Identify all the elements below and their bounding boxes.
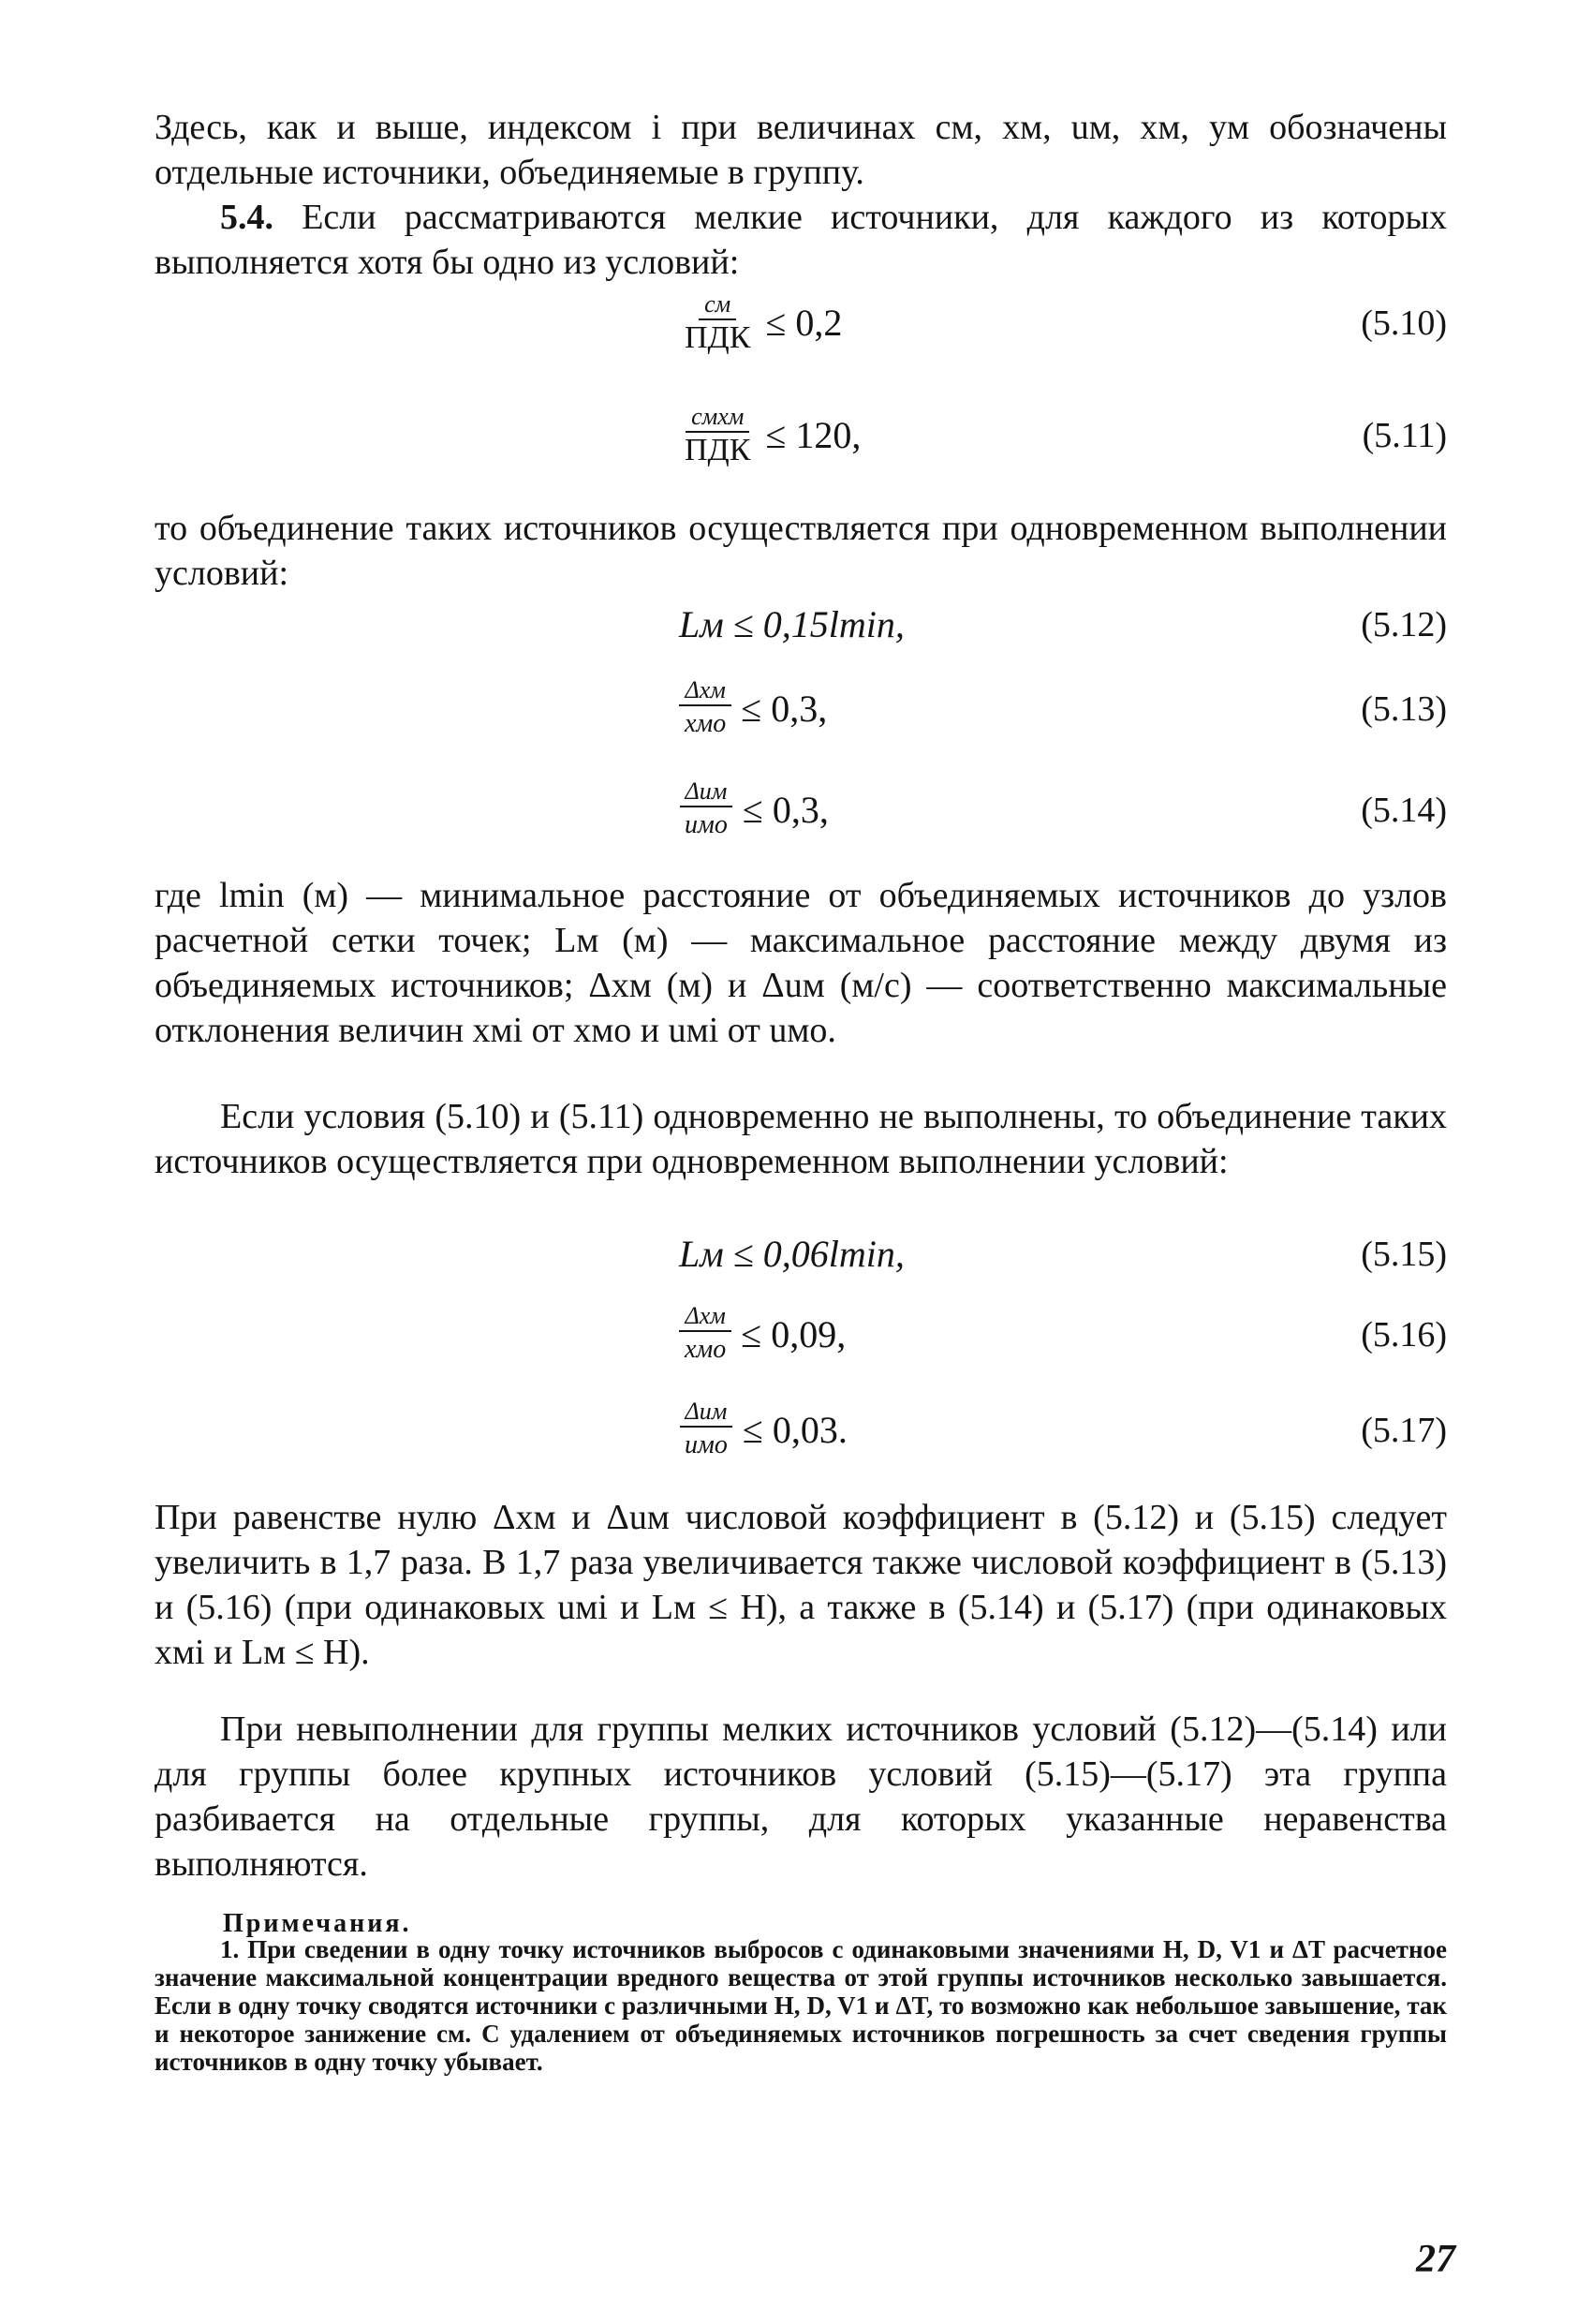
if-not-paragraph: Если условия (5.10) и (5.11) одновременно не выполнены, то объединение таких источников осуществляется при одновременном выполнении условий: <box>155 1097 1447 1181</box>
equation-5-10 <box>155 281 1447 365</box>
intro-paragraph: Здесь, как и выше, индексом i при величинах cм, xм, uм, xм, yм обозначены отдельные источники, объединяемые в группу. <box>155 108 1447 192</box>
eq-number: (5.14) <box>1361 791 1447 830</box>
eq-relation: ≤ 120, <box>765 414 862 456</box>
equation-5-11 <box>155 393 1447 478</box>
eq-numerator: Δxм <box>679 1302 730 1332</box>
eq-number: (5.13) <box>1361 689 1447 729</box>
eq-denominator: xмо <box>685 1335 727 1364</box>
eq-expression: Lм ≤ 0,15lmin, <box>679 603 905 645</box>
then-paragraph: то объединение таких источников осуществляется при одновременном выполнении условий: <box>155 509 1447 593</box>
page-number: 27 <box>1416 2238 1455 2281</box>
equation-5-14 <box>155 768 1447 852</box>
eq-relation: ≤ 0,03. <box>742 1409 848 1451</box>
section-number: 5.4. <box>220 198 273 237</box>
eq-relation: ≤ 0,2 <box>765 302 843 344</box>
zero-paragraph: При равенстве нулю Δxм и Δuм числовой коэффициент в (5.12) и (5.15) следует увеличить в 1,7 раза. В 1,7 раза увеличивается также числовой коэффициент в (5.13) и (5.16) (при одинаковых uмi и Lм ≤ H), а также в (5.14) и (5.17) (при одинаковых xмi и Lм ≤ H). <box>155 1498 1447 1672</box>
where-paragraph: где lmin (м) — минимальное расстояние от объединяемых источников до узлов расчетной сетки точек; Lм (м) — максимальное расстояние между двумя из объединяемых источников; Δxм (м) и Δuм (м/с) — соответственно максимальные отклонения величин xмi от xмо и uмi от uмо. <box>155 876 1447 1050</box>
equation-5-17 <box>155 1388 1447 1473</box>
equation-5-15 <box>155 1212 1447 1296</box>
eq-relation: ≤ 0,3, <box>741 688 828 730</box>
eq-expression: Lм ≤ 0,06lmin, <box>679 1233 905 1275</box>
eq-numerator: Δuм <box>680 777 733 807</box>
eq-numerator: cм <box>699 290 736 320</box>
eq-denominator: ПДК <box>685 433 751 467</box>
eq-number: (5.10) <box>1361 303 1447 343</box>
eq-denominator: ПДК <box>685 320 751 355</box>
equation-5-12 <box>155 583 1447 667</box>
eq-denominator: xмо <box>685 709 727 738</box>
eq-denominator: uмо <box>685 1430 728 1459</box>
eq-relation: ≤ 0,3, <box>742 789 829 831</box>
eq-number: (5.17) <box>1361 1411 1447 1450</box>
eq-numerator: Δuм <box>680 1398 733 1428</box>
section-5-4-paragraph <box>155 195 1447 285</box>
eq-number: (5.15) <box>1361 1235 1447 1274</box>
section-5-4-text: Если рассматриваются мелкие источники, для каждого из которых выполняется хотя бы одно из условий: <box>155 198 1447 282</box>
eq-number: (5.16) <box>1361 1315 1447 1354</box>
eq-number: (5.11) <box>1362 416 1447 455</box>
eq-relation: ≤ 0,09, <box>741 1313 847 1355</box>
fail-paragraph: При невыполнении для группы мелких источников условий (5.12)—(5.14) или для группы более крупных источников условий (5.15)—(5.17) эта группа разбивается на отдельные группы, для которых указанные неравенства выполняются. <box>155 1710 1447 1884</box>
equation-5-16 <box>155 1293 1447 1377</box>
eq-numerator: Δxм <box>679 676 730 706</box>
notes-item-1: 1. При сведении в одну точку источников выбросов с одинаковыми значениями H, D, V1 и ΔT расчетное значение максимальной концентрации вредного вещества от этой группы источников несколько завышается. Если в одну точку сводятся источники с различными H, D, V1 и ΔT, то возможно как небольшое завышение, так и некоторое занижение cм. С удалением от объединяемых источников погрешность за счет сведения группы источников в одну точку убывает. <box>155 1935 1447 2076</box>
eq-number: (5.12) <box>1361 605 1447 644</box>
eq-denominator: uмо <box>685 810 728 839</box>
equation-5-13 <box>155 667 1447 751</box>
notes-heading: Примечания. <box>223 1909 412 1938</box>
eq-numerator: cмxм <box>686 403 749 433</box>
